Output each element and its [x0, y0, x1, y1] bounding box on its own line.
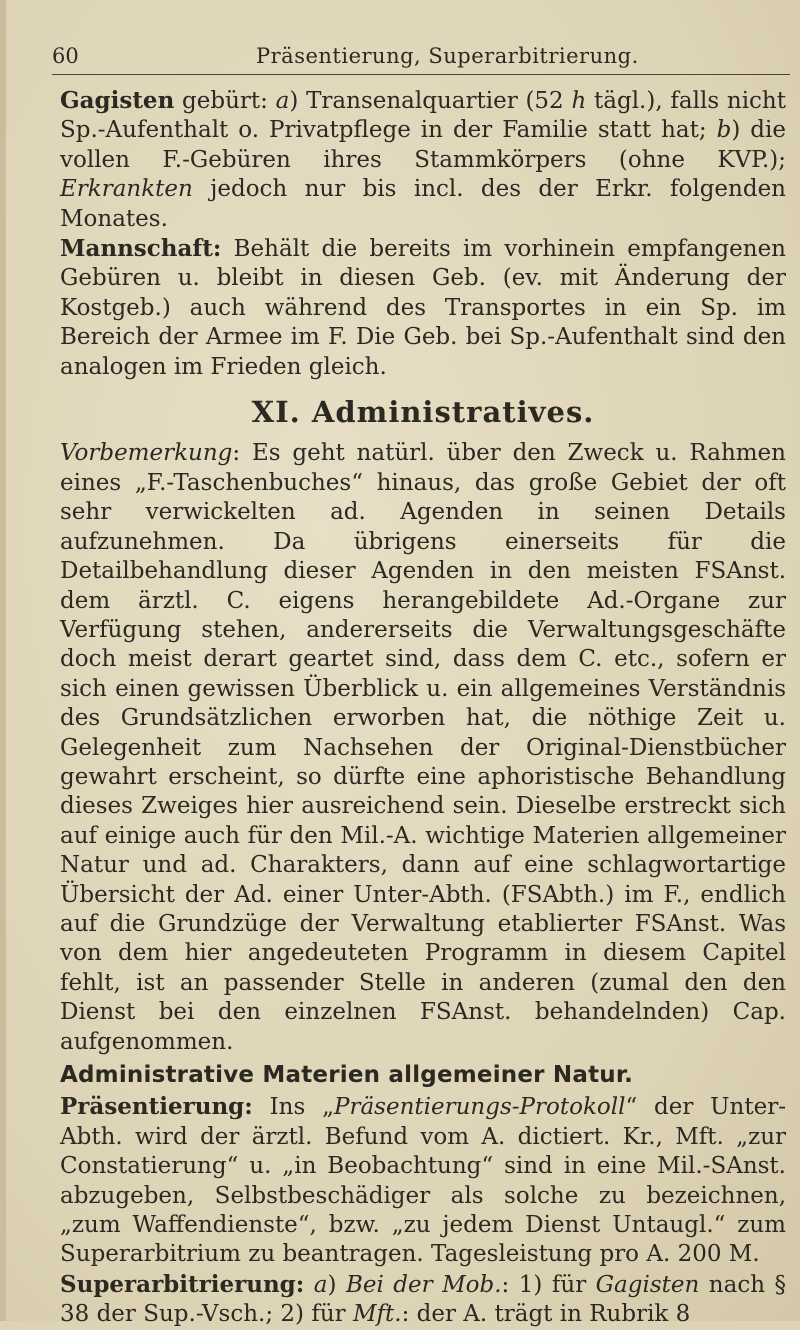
subsection-heading: Administrative Materien allgemeiner Natur.: [60, 1062, 634, 1088]
page-number: 60: [52, 44, 79, 68]
text-run: Ins „: [252, 1094, 334, 1121]
section-title: XI. Administratives.: [251, 395, 595, 430]
text-run: ) die vollen F.-Gebüren ihres Stammkörpers (ohne KVP.);: [60, 117, 786, 173]
italic-erkrankten: Erkrankten: [60, 176, 193, 203]
text-run: Behält die bereits im vorhinein empfangenen Gebüren u. bleibt in diesen Geb. (ev. mit Änderung der Kostgeb.) auch während des Transportes in ein Sp. im Bereich der Armee im F. Die Geb. bei Sp.-Aufenthalt sind den analogen im Frieden gleich.: [60, 236, 786, 380]
text-run: nach § 38 der Sup.-Vsch.; 2) für: [60, 1271, 786, 1328]
italic-mft: Mft.: [352, 1301, 402, 1328]
text-run: jedoch nur bis incl. des der Erkr. folgenden Monates.: [60, 176, 786, 232]
page-edge-shadow: [0, 0, 6, 1321]
enum-a: a: [313, 1271, 328, 1298]
italic-protokoll: Präsentierungs-Protokoll: [334, 1094, 626, 1121]
paragraph-praesentierung: [60, 1092, 786, 1269]
unit-h: h: [571, 88, 587, 114]
text-run: gebürt:: [174, 88, 276, 114]
enum-a: a: [275, 88, 290, 114]
text-run: tägl.), falls nicht Sp.-Aufenthalt o. Privatpflege in der Familie statt hat;: [60, 88, 786, 144]
text-run: [304, 1272, 313, 1298]
text-run: ): [327, 1271, 346, 1298]
running-head: Präsentierung, Superarbitrierung.: [256, 44, 639, 68]
lead-vorbemerkung: Vorbemerkung: [60, 440, 233, 467]
body-text: [60, 86, 786, 1330]
text-run: : der A. trägt in Rubrik 8: [401, 1301, 691, 1328]
italic-gagisten: Gagisten: [595, 1271, 700, 1298]
enum-b: b: [716, 117, 732, 144]
page-header: [52, 40, 790, 75]
text-run: : Es geht natürl. über den Zweck u. Rahmen eines „F.-Taschenbuches“ hinaus, das große Gebiet der oft sehr verwickelten ad. Agenden in seinen Details aufzunehmen. Da übrigens einerseits für die Detailbehandlung dieser Agenden in den meisten FSAnst. dem ärztl. C. eigens herangebildete Ad.-Organe zur Verfügung stehen, andererseits die Verwaltungsgeschäfte doch meist derart geartet sind, dass dem C. etc., sofern er sich einen gewissen Überblick u. ein allgemeines Verständnis des Grundsätzlichen erworben hat, die nöthige Zeit u. Gelegenheit zum Nachsehen der Original-Dienstbücher gewahrt erscheint, so dürfte eine aphoristische Behandlung dieses Zweiges hier ausreichend sein. Dieselbe erstreckt sich auf einige auch für den Mil.-A. wichtige Materien allgemeiner Natur und ad. Charakters, dann auf eine schlagwortartige Übersicht der Ad. einer Unter-Abth. (FSAbth.) im F., endlich auf die Grundzüge der Verwaltung etablierter FSAnst. Was von dem hier angedeuteten Programm in diesem Capitel fehlt, ist an passender Stelle in anderen (zumal den den Dienst bei den einzelnen FSAnst. behandelnden) Cap. aufgenommen.: [60, 440, 786, 1055]
lead-mannschaft: Mannschaft:: [60, 235, 222, 263]
text-run: ) Transenalquartier (52: [289, 88, 572, 114]
text-run: : 1) für: [501, 1271, 596, 1298]
lead-praesentierung: Präsentierung:: [60, 1093, 253, 1121]
paragraph-vorbemerkung: [60, 439, 786, 1057]
lead-superarbitrierung: Superarbitrierung:: [60, 1270, 305, 1298]
text-run: “ der Unter-Abth. wird der ärztl. Befund vom A. dictiert. Kr., Mft. „zur Constatierung“ u. „in Beobachtung“ sind in eine Mil.-SAnst. abzugeben, Selbstbeschädiger als solche zu bezeichnen, „zum Waffendienste“, bzw. „zu jedem Dienst Untaugl.“ zum Superarbitrium zu beantragen. Tagesleistung pro A. 200 M.: [60, 1094, 786, 1268]
paragraph-mannschaft: [60, 234, 786, 382]
paragraph-gagisten: [60, 86, 786, 234]
italic-mob: Bei der Mob.: [345, 1271, 502, 1298]
lead-gagisten: Gagisten: [60, 87, 175, 114]
